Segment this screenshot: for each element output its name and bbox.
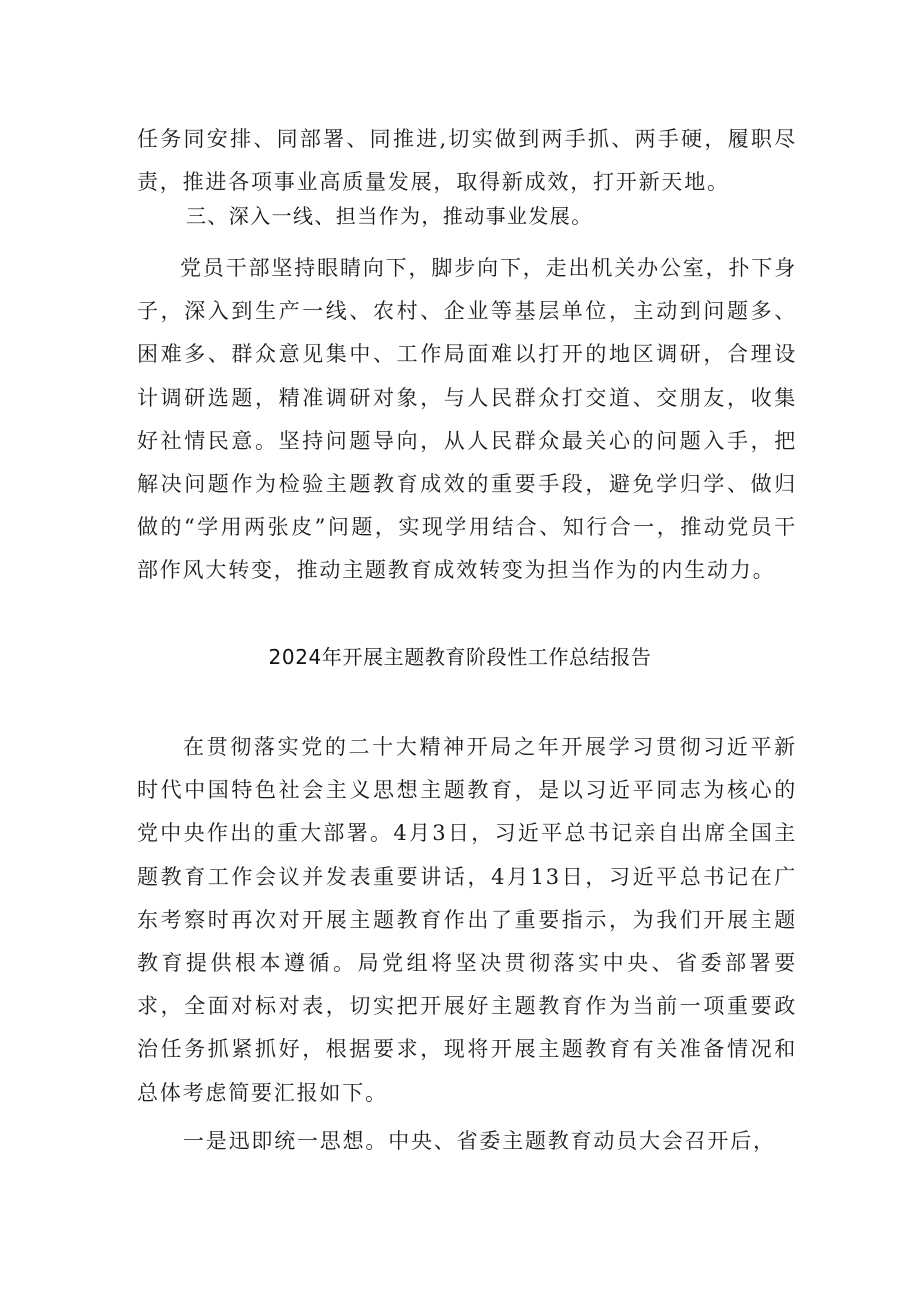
report-title: 2024年开展主题教育阶段性工作总结报告 — [268, 645, 652, 669]
paragraph-point-1: 一是迅即统一思想。中央、省委主题教育动员大会召开后， — [183, 1129, 776, 1153]
paragraph-body: 党员干部坚持眼睛向下，脚步向下，走出机关办公室，扑下身子，深入到生产一线、农村、企业等基层单位，主动到问题多、困难多、群众意见集中、工作局面难以打开的地区调研，合理设计调研选题，精准调研对象，与人民群众打交道、交朋友，收集好社情民意。坚持问题导向，从人民群众最关心的问题入手，把解决问题作为检验主题教育成效的重要手段，避免学归学、做归做的“学用两张皮”问题，实现学用结合、知行合一，推动党员干部作风大转变，推动主题教育成效转变为担当作为的内生动力。 — [137, 256, 797, 583]
section-heading: 三、深入一线、担当作为，推动事业发展。 — [186, 204, 593, 228]
paragraph-intro: 在贯彻落实党的二十大精神开局之年开展学习贯彻习近平新时代中国特色社会主义思想主题教育，是以习近平同志为核心的党中央作出的重大部署。4月3日，习近平总书记亲自出席全国主题教育工作会议并发表重要讲话，4月13日，习近平总书记在广东考察时再次对开展主题教育作出了重要指示，为我们开展主题教育提供根本遵循。局党组将坚决贯彻落实中央、省委部署要求，全面对标对表，切实把开展好主题教育作为当前一项重要政治任务抓紧抓好，根据要求，现将开展主题教育有关准备情况和总体考虑简要汇报如下。 — [137, 735, 797, 1105]
paragraph-continuation: 任务同安排、同部署、同推进,切实做到两手抓、两手硬，履职尽责，推进各项事业高质量发展，取得新成效，打开新天地。 — [137, 127, 797, 195]
